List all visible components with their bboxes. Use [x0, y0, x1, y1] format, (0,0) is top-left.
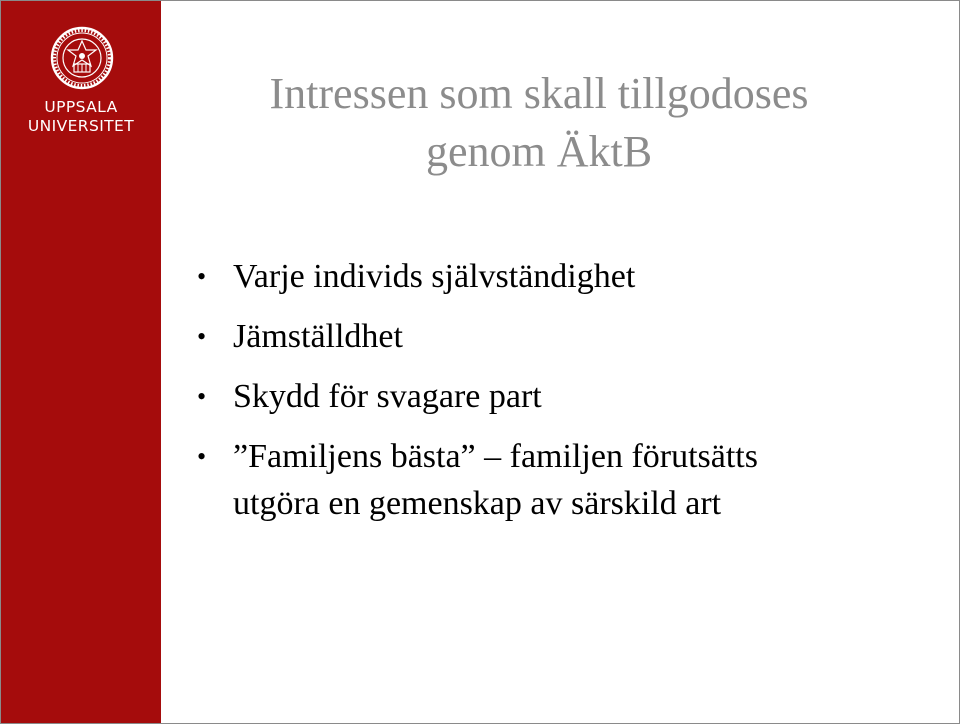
bullet-item	[197, 373, 897, 420]
bullet-text: Jämställdhet	[233, 318, 403, 355]
uppsala-university-seal-icon	[50, 26, 114, 90]
bullet-text: Skydd för svagare part	[233, 378, 542, 415]
university-name-line1: UPPSALA	[44, 98, 118, 116]
bullet-marker: •	[197, 322, 207, 351]
bullet-text: Varje individs självständighet	[233, 258, 636, 295]
slide-title-line2: genom ÄktB	[425, 127, 653, 176]
bullet-text-line2: utgöra en gemenskap av särskild art	[233, 485, 722, 522]
bullet-text-line1: ”Familjens bästa” – familjen förutsätts	[233, 438, 758, 475]
bullet-marker: •	[197, 382, 207, 411]
bullet-item	[197, 253, 897, 300]
bullet-marker: •	[197, 262, 207, 291]
university-name-line2: UNIVERSITET	[27, 117, 135, 135]
bullet-item	[197, 433, 897, 527]
slide-title	[163, 65, 915, 181]
sidebar	[1, 1, 161, 723]
bullet-list	[197, 253, 897, 540]
bullet-marker: •	[197, 442, 207, 471]
bullet-item	[197, 313, 897, 360]
slide-title-line1: Intressen som skall tillgodoses	[269, 69, 809, 118]
